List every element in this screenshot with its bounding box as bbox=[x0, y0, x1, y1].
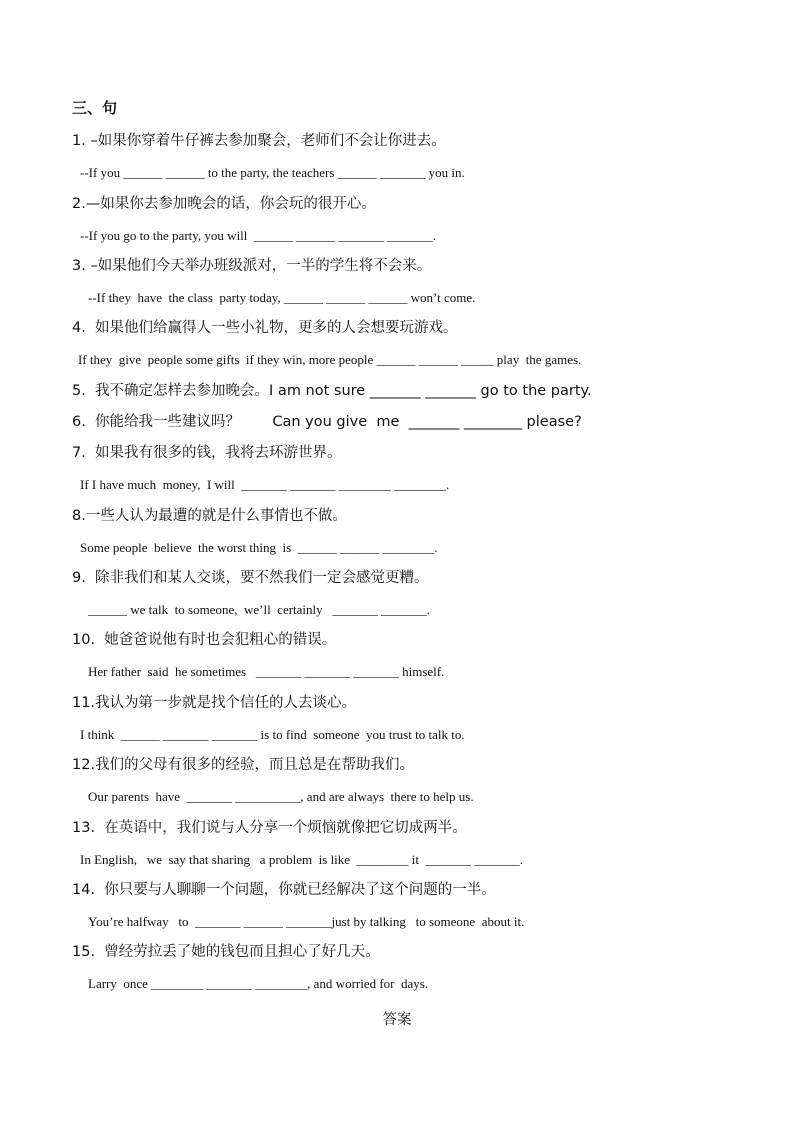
question-14-en: You’re halfway to _______ ______ _______just by talking to someone about it. bbox=[88, 914, 525, 929]
question-4-en: If they give people some gifts if they win, more people ______ ______ _____ play the games. bbox=[78, 352, 582, 367]
question-11-en: I think ______ _______ _______ is to find someone you trust to talk to. bbox=[80, 727, 465, 742]
question-7-cn: 7. 如果我有很多的钱，我将去环游世界。 bbox=[72, 445, 342, 461]
question-4-cn: 4. 如果他们给赢得人一些小礼物，更多的人会想要玩游戏。 bbox=[72, 320, 458, 336]
question-12-en: Our parents have _______ __________, and are always there to help us. bbox=[88, 789, 474, 804]
question-15-cn: 15. 曾经劳拉丢了她的钱包而且担心了好几天。 bbox=[72, 944, 380, 960]
question-11-cn: 11.我认为第一步就是找个信任的人去谈心。 bbox=[72, 695, 357, 711]
question-15-en: Larry once ________ _______ ________, and worried for days. bbox=[88, 976, 429, 991]
question-3-en: --If they have the class party today, ______ ______ ______ won’t come. bbox=[88, 290, 476, 305]
section-heading: 三、句 bbox=[72, 99, 118, 117]
question-7-en: If I have much money, I will _______ _______ ________ ________. bbox=[80, 477, 450, 492]
question-10-cn: 10. 她爸爸说他有时也会犯粗心的错误。 bbox=[72, 632, 337, 648]
question-5: 5. 我不确定怎样去参加晚会。I am not sure _______ _______ go to the party. bbox=[72, 383, 592, 399]
question-3-cn: 3. –如果他们今天举办班级派对，一半的学生将不会来。 bbox=[72, 258, 432, 274]
question-12-cn: 12.我们的父母有很多的经验，而且总是在帮助我们。 bbox=[72, 757, 415, 773]
question-8-en: Some people believe the worst thing is ______ ______ ________. bbox=[80, 540, 438, 555]
question-6: 6. 你能给我一些建议吗？ Can you give me _______ ________ please? bbox=[72, 414, 582, 430]
answers-label: 答案 bbox=[382, 1012, 412, 1028]
question-2-cn: 2.—如果你去参加晚会的话，你会玩的很开心。 bbox=[72, 196, 376, 212]
question-2-en: --If you go to the party, you will ______ ______ _______ _______. bbox=[80, 228, 436, 243]
question-1-en: --If you ______ ______ to the party, the teachers ______ _______ you in. bbox=[80, 165, 465, 180]
question-13-en: In English, we say that sharing a problem is like ________ it _______ _______. bbox=[80, 852, 524, 867]
question-13-cn: 13. 在英语中，我们说与人分享一个烦恼就像把它切成两半。 bbox=[72, 820, 467, 836]
question-8-cn: 8.一些人认为最遭的就是什么事情也不做。 bbox=[72, 508, 347, 524]
question-10-en: Her father said he sometimes _______ _______ _______ himself. bbox=[88, 664, 445, 679]
question-14-cn: 14. 你只要与人聊聊一个问题，你就已经解决了这个问题的一半。 bbox=[72, 882, 496, 898]
question-1-cn: 1. –如果你穿着牛仔裤去参加聚会，老师们不会让你进去。 bbox=[72, 133, 446, 149]
question-9-cn: 9. 除非我们和某人交谈，要不然我们一定会感觉更糟。 bbox=[72, 570, 429, 586]
question-9-en: ______ we talk to someone, we’ll certainly _______ _______. bbox=[88, 602, 430, 617]
